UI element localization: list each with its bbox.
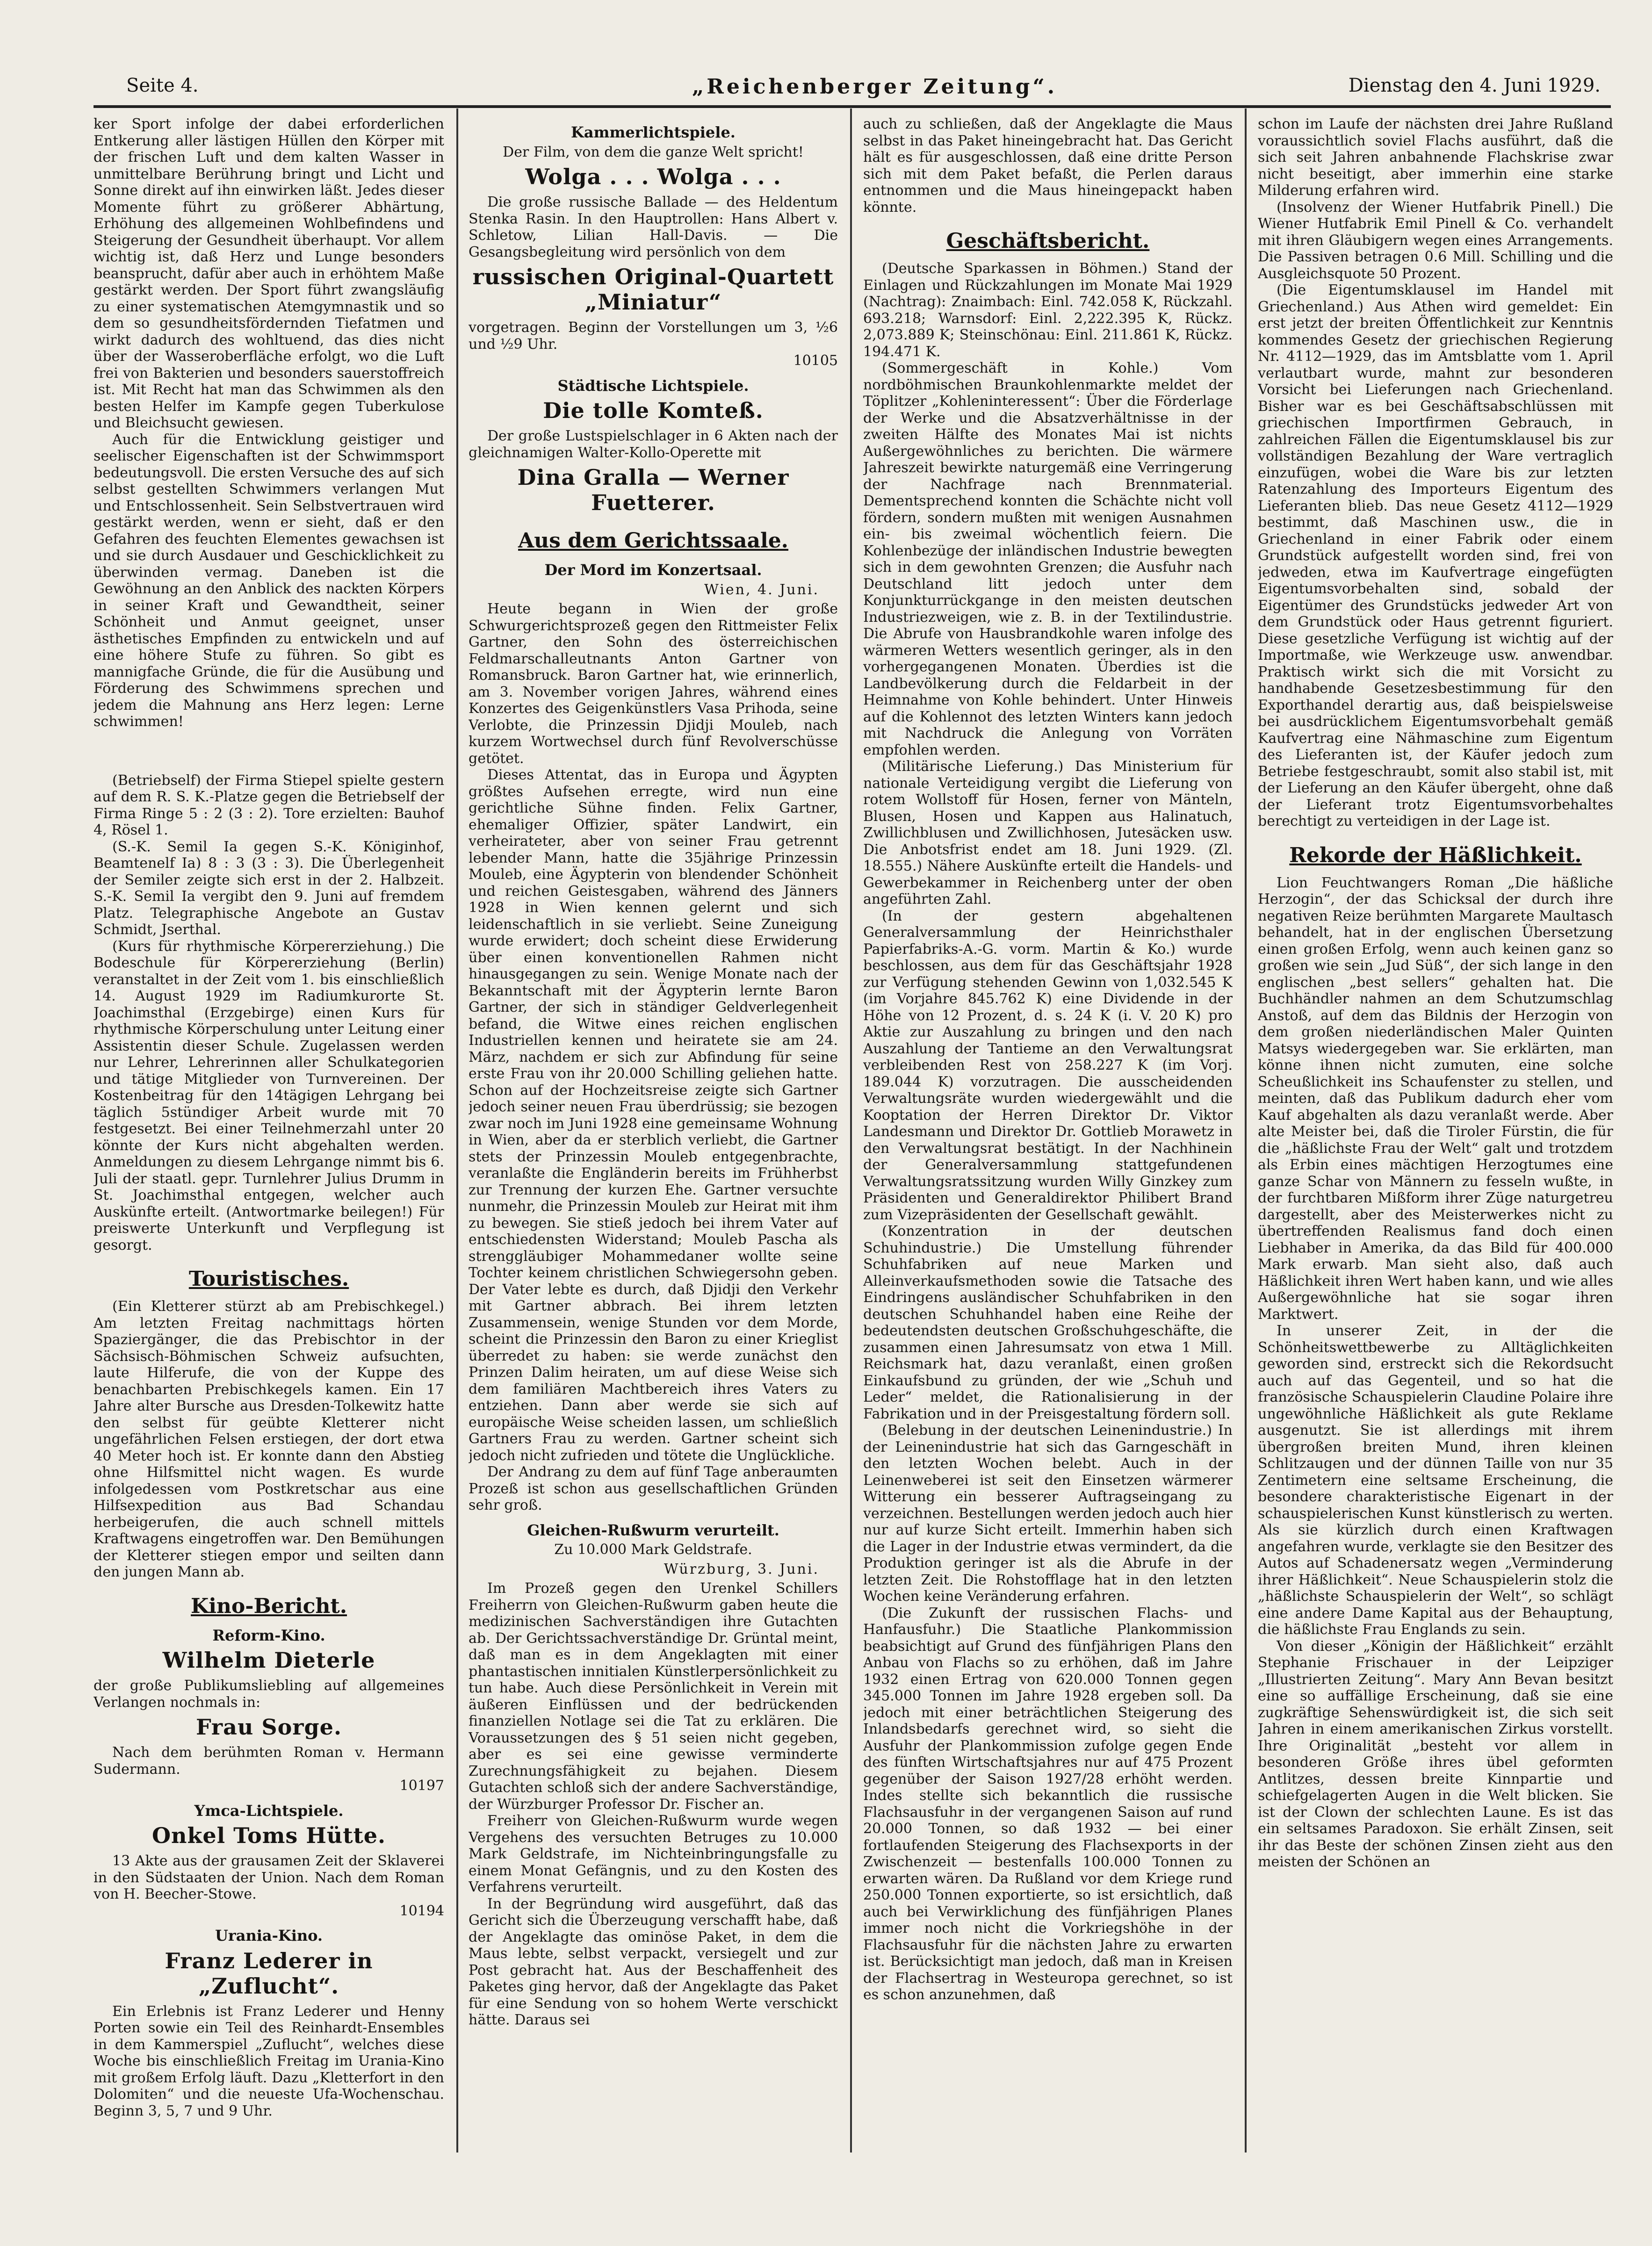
headline: Frau Sorge. xyxy=(196,1714,342,1740)
ad-text: Nach dem berühmten Roman v. Hermann Sudermann. xyxy=(94,1744,444,1778)
headline: Wilhelm Dieterle xyxy=(162,1648,375,1673)
ad-text: Der große Lustspielschlager in 6 Akten nach der gleichnamigen Walter-Kollo-Operette mit xyxy=(469,428,838,461)
cinema-name: Ymca-Lichtspiele. xyxy=(194,1801,344,1820)
news-item: (Konzentration in der deutschen Schuhindustrie.) Die Umstellung führender Schuhfabriken auf neue Marken und Alleinverkaufsmethoden sowie die Tatsache des Eindringens ausländischer Schuhfabriken in den deutschen Schuhhandel haben eine Reihe der bedeutendsten deutschen Großschuhgeschäfte, die zusammen einen Jahresumsatz von etwa 1 Mill. Reichsmark hat, dazu veranlaßt, einen großen Einkaufsbund zu gründen, der wie „Schuh und Leder“ meldet, die Rationalisierung in der Fabrikation und in der Preisgestaltung fördern soll. xyxy=(863,1223,1233,1422)
cinema-name: Urania-Kino. xyxy=(215,1927,323,1944)
header-rule xyxy=(94,105,1611,108)
ad-text: 13 Akte aus der grausamen Zeit der Sklaverei in den Südstaaten der Union. Nach dem Roman von H. Beecher-Stowe. xyxy=(94,1853,444,1902)
cinema-name: Kammerlichtspiele. xyxy=(571,123,736,141)
column-4 xyxy=(1258,116,1613,1871)
column-3 xyxy=(863,116,1233,2003)
section-heading: Aus dem Gerichtssaale. xyxy=(518,529,788,553)
headline: Wolga . . . Wolga . . . xyxy=(525,164,781,189)
column-rule xyxy=(456,108,458,2152)
ad-code: 10194 xyxy=(399,1902,444,1919)
news-item: (Belebung in der deutschen Leinenindustrie.) In der Leinenindustrie hat sich das Garngeschäft in den letzten Wochen belebt. Auch in der Leinenweberei ist seit den Einsetzen wärmerer Witterung ein besserer Auftragseingang zu verzeichnen. Bestellungen werden jedoch auch hier nur auf kurze Sicht erteilt. Immerhin haben sich die Lager in der Industrie etwas vermindert, da die Produktion geringer ist als die Abrufe in der letzten Zeit. Die Rohstofflage hat in den letzten Wochen keine Veränderung erfahren. xyxy=(863,1422,1233,1605)
article-text: Dieses Attentat, das in Europa und Ägypten größtes Aufsehen erregte, wird nun eine gerichtliche Sühne finden. Felix Gartner, ehemaliger Offizier, später Landwirt, ein verheirateter, aber von seiner Frau getrennt lebender Mann, hatte die 35jährige Prinzessin Mouleb, eine Ägypterin von blendender Schönheit und reichen Geistesgaben, während des Jänners 1928 in Wien kennen gelernt und sich leidenschaftlich in sie verliebt. Seine Zuneigung wurde erwidert; doch scheint diese Erwiderung über einen konventionellen Rahmen nicht hinausgegangen zu sein. Wenige Monate nach der Bekanntschaft mit der Ägypterin lernte Baron Gartner, der sich in ständiger Geldverlegenheit befand, die Witwe eines reichen englischen Industriellen kennen und heiratete sie am 24. März, nachdem er sich zur Abfindung für seine erste Frau von ihr 20.000 Schilling geliehen hatte. Schon auf der Hochzeitsreise zeigte sich Gartner jedoch seiner neuen Frau überdrüssig; sie bezogen zwar noch im Juni 1928 eine gemeinsame Wohnung in Wien, aber da er sterblich verliebt, die Gartner stets der Prinzessin Mouleb entgegenbrachte, veranlaßte die Engländerin bereits im Frühherbst zur Trennung der kurzen Ehe. Gartner versuchte nunmehr, die Prinzessin Mouleb zur Heirat mit ihm zu bewegen. Sie stieß jedoch bei ihrem Vater auf entschiedensten Widerstand; Mouleb Pascha als strenggläubiger Mohammedaner wollte seine Tochter keinem christlichen Schwiegersohn geben. Der Vater lebte es durch, daß Djidji den Verkehr mit Gartner abbrach. Bei ihrem letzten Zusammensein, wenige Stunden vor dem Morde, scheint die Prinzessin den Baron zu einer Krieglist überredet zu haben: sie werde zunächst den Prinzen Dalim heiraten, um auf diese Weise sich dem familiären Machtbereich ihres Vaters zu entziehen. Dann aber werde sie sich auf europäische Weise scheiden lassen, um schließlich Gartners Frau zu werden. Gartner scheint sich jedoch nicht zufrieden und tötete die Unglückliche. xyxy=(469,767,838,1464)
headline: Onkel Toms Hütte. xyxy=(151,1823,386,1848)
cinema-name: Reform-Kino. xyxy=(212,1626,325,1644)
news-item: (In der gestern abgehaltenen Generalversammlung der Heinrichsthaler Papierfabriks-A.-G. vorm. Martin & Ko.) wurde beschlossen, aus dem für das Geschäftsjahr 1928 zur Verfügung stehenden Gewinn von 1,032.545 K (im Vorjahre 845.762 K) eine Dividende in der Höhe von 12 Prozent, d. s. 24 K (i. V. 20 K) pro Aktie zur Auszahlung zu bringen und den nach Auszahlung der Tantieme an den Verwaltungsrat verbleibenden Rest von 258.227 K (im Vorj. 189.044 K) vorzutragen. Die ausscheidenden Verwaltungsräte wurden wiedergewählt und die Kooptation der Herren Direktor Dr. Viktor Landesmann und Direktor Dr. Gottlieb Morawetz in den Verwaltungsrat bestätigt. In der Nachhinein der Generalversammlung stattgefundenen Verwaltungsratssitzung wurden Willy Ginzkey zum Präsidenten und Generaldirektor Philibert Brand zum Vizepräsidenten der Gesellschaft gewählt. xyxy=(863,907,1233,1223)
dateline: Wien, 4. Juni. xyxy=(704,581,819,598)
article-text: auch zu schließen, daß der Angeklagte die Maus selbst in das Paket hineingebracht hat. Das Gericht hält es für ausgeschlossen, daß eine dritte Person sich mit dem Paket befaßt, die Perlen daraus entnommen und die Maus hineingepackt haben könnte. xyxy=(863,116,1233,216)
article-title: Gleichen-Rußwurm verurteilt. xyxy=(527,1521,779,1539)
article-text: Auch für die Entwicklung geistiger und seelischer Eigenschaften ist der Schwimmsport bedeutungsvoll. Die ersten Versuche des auf sich selbst gestellten Schwimmers verlangen Mut und Entschlossenheit. Sein Selbstvertrauen wird gestärkt werden, wenn er sieht, daß er den Gefahren des feuchten Elementes gewachsen ist und sie durch Ausdauer und Geschicklichkeit zu überwinden vermag. Daneben ist die Gewöhnung an den Anblick des nackten Körpers in seiner Kraft und Gewandtheit, seiner Schönheit und Anmut geeignet, unser ästhetisches Empfinden zu entwickeln und auf eine höhere Stufe zu führen. So gibt es mannigfache Gründe, die für die Ausübung und Förderung des Schwimmens sprechen und jedem die Mahnung ans Herz legen: Lerne schwimmen! xyxy=(94,431,444,730)
article-text: Freiherr von Gleichen-Rußwurm wurde wegen Vergehens des versuchten Betruges zu 10.000 Mark Geldstrafe, im Nichteinbringungsfalle zu einem Monat Gefängnis, und zu den Kosten des Verfahrens verurteilt. xyxy=(469,1813,838,1895)
article-text: Der Andrang zu dem auf fünf Tage anberaumten Prozeß ist schon aus gesellschaftlichen Gründen sehr groß. xyxy=(469,1464,838,1513)
article-text: In der Begründung wird ausgeführt, daß das Gericht sich die Überzeugung verschafft habe, daß der Angeklagte das ominöse Paket, in dem die Maus lebte, selbst verpackt, versiegelt und zur Post gebracht hat. Aus der Beschaffenheit des Paketes ging hervor, daß der Angeklagte das Paket für eine Sendung von so hohem Werte verschickt hätte. Daraus sei xyxy=(469,1895,838,2028)
news-item: (Sommergeschäft in Kohle.) Vom nordböhmischen Braunkohlenmarkte meldet der Töplitzer „Kohleninteressent“: Über die Förderlage der Werke und die Absatzverhältnisse in der zweiten Hälfte des Monates Mai ist nichts Außergewöhnliches zu berichten. Die wärmere Jahreszeit bewirkte naturgemäß eine Verringerung der Nachfrage nach Brennmaterial. Dementsprechend konnten die Schächte nicht voll fördern, sondern mußten mit wenigen Ausnahmen ein- bis zweimal wöchentlich feiern. Die Kohlenbezüge der inländischen Industrie bewegten sich in dem gewohnten Grenzen; die Ausfuhr nach Deutschland litt jedoch unter dem Konjunkturrückgange in den meisten deutschen Industriezweigen, wie z. B. in der Textilindustrie. Die Abrufe von Hausbrandkohle waren infolge des wärmeren Wetters wesentlich geringer, als in den vorhergegangenen Monaten. Überdies ist die Landbevölkerung durch die Feldarbeit in der Heimnahme von Kohle behindert. Unter Hinweis auf die Kohlennot des letzten Winters kann jedoch mit Nachdruck die Anlegung von Vorräten empfohlen werden. xyxy=(863,360,1233,758)
cinema-name: Städtische Lichtspiele. xyxy=(557,376,749,395)
headline: russischen Original-Quartett „Miniatur“ xyxy=(472,264,834,315)
ad-text: vorgetragen. Beginn der Vorstellungen um 3, ½6 und ½9 Uhr. xyxy=(469,319,838,353)
column-rule xyxy=(850,108,852,2152)
article-title: Der Mord im Konzertsaal. xyxy=(544,561,762,579)
article-text: ker Sport infolge der dabei erforderlichen Entkerung aller lästigen Hüllen den Körper mit der frischen Luft und dem kalten Wasser in unmittelbare Berührung bringt und Licht und Sonne direkt auf ihn einwirken läßt. Jedes dieser Momente führt zu größerer Abhärtung, Erhöhung des allgemeinen Wohlbefindens und Steigerung der Gesundheit überhaupt. Vor allem wichtig ist, daß Herz und Lunge besonders beansprucht, dafür aber auch in erhöhtem Maße gestärkt werden. Der Sport führt zwangsläufig zu einer systematischen Atemgymnastik und so dem so gesundheitsfördernden Tiefatmen und wirkt dadurch des wohltuend, das dies nicht über der Wasseroberfläche erfolgt, wo die Luft frei von Bakterien und besonders sauerstoffreich ist. Mit Recht hat man das Schwimmen als den besten Helfer im Kampfe gegen Tuberkulose und Bleichsucht gewiesen. xyxy=(94,116,444,431)
column-rule xyxy=(1245,108,1247,2152)
headline: Franz Lederer in „Zuflucht“. xyxy=(165,1948,373,1999)
article-text: In unserer Zeit, in der die Schönheitswettbewerbe zu Alltäglichkeiten geworden sind, erstreckt sich die Rekordsucht auch auf das Gegenteil, und so hat die französische Schauspielerin Claudine Polaire ihre ungewöhnliche Häßlichkeit als gute Reklame ausgenutzt. Sie ist allerdings mit ihrem übergroßen breiten Mund, ihren kleinen Schlitzaugen und der dünnen Taille von nur 35 Zentimetern eine seltsame Erscheinung, die besondere charakteristische Eigenart in der schauspielerischen Kunst künstlerisch zu werten. Als sie kürzlich durch einen Kraftwagen angefahren wurde, verklagte sie den Besitzer des Autos auf Schadenersatz wegen „Verminderung ihrer Häßlichkeit“. Neue Schauspielerin stolz die „häßlichste Schauspielerin der Welt“, so schlägt eine andere Dame Kapital aus der Behauptung, die häßlichste Frau Englands zu sein. xyxy=(1258,1323,1613,1638)
news-item: (S.-K. Semil Ia gegen S.-K. Königinhof, Beamtenelf Ia) 8 : 3 (3 : 3). Die Überlegenheit der Semiler zeigte sich erst in der 2. Halbzeit. S.-K. Semil Ia vergibt den 9. Juni auf fremdem Platz. Telegraphische Angebote an Gustav Schmidt, Jserthal. xyxy=(94,838,444,938)
dateline: Würzburg, 3. Juni. xyxy=(664,1561,819,1577)
page-number: Seite 4. xyxy=(126,75,199,96)
ad-code: 10105 xyxy=(793,353,838,369)
section-heading: Rekorde der Häßlichkeit. xyxy=(1289,843,1582,867)
article-text: Von dieser „Königin der Häßlichkeit“ erzählt Stephanie Frischauer in der Leipziger „Illustrierten Zeitung“. Mary Ann Bevan besitzt eine so auffällige Erscheinung, daß sie eine zugkräftige Sehenswürdigkeit ist, die sich seit Jahren in einem amerikanischen Zirkus vorstellt. Ihre Originalität „besteht vor allem in besonderen Größe ihres übel geformten Antlitzes, dessen breite Kinnpartie und schiefgelagerten Augen in die Welt blicken. Sie ist der Clown der schlechten Laune. Es ist das ein seltsames Paradoxon. Sie erhält Zinsen, seit ihr das Beste der schönen Zinsen zieht aus den meisten der Schönen an xyxy=(1258,1638,1613,1870)
ad-tagline: Der Film, von dem die ganze Welt spricht! xyxy=(503,144,804,160)
news-item: (Militärische Lieferung.) Das Ministerium für nationale Verteidigung vergibt die Lieferung von rotem Wollstoff für Hosen, ferner von Mänteln, Blusen, Hosen und Kappen aus Halinatuch, Zwillichblusen und Zwillichhosen, Jutesäcken usw. Die Anbotsfrist endet am 18. Juni 1929. (Zl. 18.555.) Nähere Auskünfte erteilt die Handels- und Gewerbekammer in Reichenberg unter der oben angeführten Zahl. xyxy=(863,758,1233,907)
ad-text: Die große russische Ballade — des Heldentum Stenka Rasin. In den Hauptrollen: Hans Albert v. Schletow, Lilian Hall-Davis. — Die Gesangsbegleitung wird persönlich von dem xyxy=(469,194,838,260)
news-item: (Deutsche Sparkassen in Böhmen.) Stand der Einlagen und Rückzahlungen im Monate Mai 1929 (Nachtrag): Znaimbach: Einl. 742.058 K, Rückzahl. 693.218; Warnsdorf: Einl. 2,222.395 K, Rückz. 2,073.889 K; Steinschönau: Einl. 211.861 K, Rückz. 194.471 K. xyxy=(863,260,1233,360)
ad-code: 10197 xyxy=(399,1778,444,1794)
news-item: (Die Eigentumsklausel im Handel mit Griechenland.) Aus Athen wird gemeldet: Ein erst jetzt der breiten Öffentlichkeit zur Kenntnis kommendes Gesetz der griechischen Regierung Nr. 4112—1929, das im Amtsblatte vom 1. April verlautbart wurde, mahnt zur besonderen Vorsicht bei Lieferungen nach Griechenland. Bisher war es bei Geschäftsabschlüssen mit griechischen Importfirmen Gebrauch, in zahlreichen Fällen die Eigentumsklausel bis zur vollständigen Bezahlung der Ware vertraglich einzufügen, wobei die Ware bis zur letzten Ratenzahlung des Importeurs Eigentum des Lieferanten blieb. Das neue Gesetz 4112—1929 bestimmt, daß Maschinen usw., die in Griechenland in einer Fabrik oder einem Grundstück aufgestellt worden sind, frei von jedweden, etwa im Kaufvertrage eingefügten Eigentumsvorbehalten sind, sobald der Eigentümer des Grundstücks jedweder Art von dem Grundstück oder Haus getrennt figuriert. Diese gesetzliche Verfügung ist wichtig auf der Importmaße, wie Werkzeuge usw. anwendbar. Praktisch wirkt sich die mit Vorsicht zu handhabende Gesetzesbestimmung für den Exporthandel derartig aus, daß beispielsweise bei ausdrücklichem Eigentumsvorbehalt gemäß Kaufvertrag eine Nähmaschine zum Eigentum des Lieferanten ist, der Käufer jedoch zum Betriebe festgeschraubt, somit also stabil ist, mit der Lieferung an den Käufer übergeht, ohne daß der Lieferant trotz Eigentumsvorbehaltes berechtigt zu verteidigen in der Lage ist. xyxy=(1258,282,1613,829)
news-item: (Ein Kletterer stürzt ab am Prebischkegel.) Am letzten Freitag nachmittags hörten Spaziergänger, die das Prebischtor in der Sächsisch-Böhmischen Schweiz aufsuchten, laute Hilferufe, die von der Kuppe des benachbarten Prebischkegels kamen. Ein 17 Jahre alter Bursche aus Dresden-Tolkewitz hatte den selbst für geübte Kletterer nicht ungefährlichen Felsen erstiegen, der dort etwa 40 Meter hoch ist. Er konnte dann den Abstieg ohne Hilfsmittel nicht wagen. Es wurde infolgedessen vom Postkretschar aus eine Hilfsexpedition aus Bad Schandau herbeigerufen, die auch schnell mittels Kraftwagens eingetroffen war. Den Bemühungen der Kletterer stiegen empor und seilten dann den jungen Mann ab. xyxy=(94,1298,444,1580)
news-item: (Betriebself) der Firma Stiepel spielte gestern auf dem R. S. K.-Platze gegen die Betriebself der Firma Ringe 5 : 2 (3 : 2). Tore erzielten: Bauhof 4, Rösel 1. xyxy=(94,772,444,838)
section-heading: Kino-Bericht. xyxy=(190,1594,347,1618)
section-heading: Geschäftsbericht. xyxy=(946,229,1150,253)
ad-text: Ein Erlebnis ist Franz Lederer und Henny Porten sowie ein Teil des Reinhardt-Ensembles in dem Kammerspiel „Zuflucht“, welches diese Woche bis einschließlich Freitag im Urania-Kino mit großem Erfolg läuft. Dazu „Kletterfort in den Dolomiten“ und die neueste Ufa-Wochenschau. Beginn 3, 5, 7 und 9 Uhr. xyxy=(94,2003,444,2119)
article-text: Lion Feuchtwangers Roman „Die häßliche Herzogin“, der das Schicksal der durch ihre negativen Reize berühmten Margarete Maultasch behandelt, hat in der englischen Übersetzung einen großen Erfolg, wenn auch keinen ganz so großen wie sein „Jud Süß“, der sich lange in den englischen „best sellers“ gehalten hat. Die Buchhändler nahmen an dem Schutzumschlag Anstoß, auf dem das Bildnis der Herzogin von dem großen niederländischen Maler Quinten Matsys wiedergegeben war. Sie erklärten, man könne ihnen nicht zumuten, eine solche Scheußlichkeit ins Schaufenster zu stellen, und meinten, daß das Publikum dadurch eher vom Kauf abgehalten als dazu veranlaßt werde. Aber alte Meister bei, daß die Tiroler Fürstin, die für die „häßlichste Frau der Welt“ galt und trotzdem als Erbin eines mächtigen Herzogtumes eine ganze Schar von Männern zu fesseln wußte, in der furchtbaren Mißform ihrer Züge naturgetreu dargestellt, aber des Meisterwerkes nicht zu übertreffenden Realismus fand doch einen Liebhaber in Amerika, da das Bild für 400.000 Mark erwarb. Man sieht also, daß auch Häßlichkeit ihren Wert haben kann, und wie alles Außergewöhnliche hat sie sogar ihren Marktwert. xyxy=(1258,874,1613,1323)
section-heading: Touristisches. xyxy=(188,1267,349,1291)
article-text: schon im Laufe der nächsten drei Jahre Rußland voraussichtlich soviel Flachs ausführt, daß die sich seit Jahren anbahnende Flachskrise zwar nicht beseitigt, aber immerhin eine starke Milderung erfahren wird. xyxy=(1258,116,1613,199)
article-subtitle: Zu 10.000 Mark Geldstrafe. xyxy=(554,1541,752,1558)
news-item: (Kurs für rhythmische Körpererziehung.) Die Bodeschule für Körpererziehung (Berlin) veranstaltet in der Zeit vom 1. bis einschließlich 14. August 1929 im Radiumkurorte St. Joachimsthal (Erzgebirge) einen Kurs für rhythmische Körperschulung unter Leitung einer Assistentin dieser Schule. Zugelassen werden nur Lehrer, Lehrerinnen aller Schulkategorien und tätige Mitglieder von Turnvereinen. Der Kostenbeitrag für den 14tägigen Lehrgang bei täglich 5stündiger Arbeit wurde mit 70 festgesetzt. Bei einer Teilnehmerzahl unter 20 könnte der Kurs nicht abgehalten werden. Anmeldungen zu diesem Lehrgange nimmt bis 6. Juli der staatl. gepr. Turnlehrer Julius Drumm in St. Joachimsthal entgegen, welcher auch Auskünfte erteilt. (Antwortmarke beilegen!) Für preiswerte Unterkunft und Verpflegung ist gesorgt. xyxy=(94,938,444,1253)
news-item: (Insolvenz der Wiener Hutfabrik Pinell.) Die Wiener Hutfabrik Emil Pinell & Co. verhandelt mit ihren Gläubigern wegen eines Arrangements. Die Passiven betragen 0.6 Mill. Schilling und die Ausgleichsquote 50 Prozent. xyxy=(1258,199,1613,282)
column-1 xyxy=(94,116,444,2119)
issue-date: Dienstag den 4. Juni 1929. xyxy=(1348,75,1601,96)
article-text: Heute begann in Wien der große Schwurgerichtsprozeß gegen den Rittmeister Felix Gartner, den Sohn des österreichischen Feldmarschalleutnants Anton Gartner von Romansbruck. Baron Gartner hat, wie erinnerlich, am 3. November vorigen Jahres, während eines Konzertes des Geigenkünstlers Vasa Prihoda, seine Verlobte, die Prinzessin Djidji Mouleb, nach kurzem Wortwechsel durch fünf Revolverschüsse getötet. xyxy=(469,601,838,767)
headline: Dina Gralla — Werner Fuetterer. xyxy=(517,465,789,515)
ad-text: der große Publikumsliebling auf allgemeines Verlangen nochmals in: xyxy=(94,1677,444,1711)
column-2 xyxy=(469,116,838,2029)
news-item: (Die Zukunft der russischen Flachs- und Hanfausfuhr.) Die Staatliche Plankommission beabsichtigt auf Grund des fünfjährigen Plans den Anbau von Flachs so zu erhöhen, daß im Jahre 1932 einen Ertrag von 620.000 Tonnen gegen 345.000 Tonnen im Jahre 1928 ergeben soll. Da jedoch mit einer beträchtlichen Steigerung des Inlandsbedarfs gerechnet wird, so sieht die Ausfuhr der Plankommission zufolge gegen Ende des fünften Wirtschaftsjahres nur auf 475 Prozent gegenüber der Saison 1927/28 erhöht werden. Indes stellte sich bekanntlich die russische Flachsausfuhr in der vergangenen Saison auf rund 20.000 Tonnen, so daß 1932 — bei einer fortlaufenden Steigerung des Flachsexports in der Zwischenzeit — bestenfalls 100.000 Tonnen zu erwarten wären. Da Rußland vor dem Kriege rund 250.000 Tonnen exportierte, so ist ersichtlich, daß auch bei Verwirklichung des fünfjährigen Planes immer noch nicht die Vorkriegshöhe in der Flachsausfuhr für die nächsten Jahre zu erwarten ist. Berücksichtigt man jedoch, daß man in Kreisen der Flachsertrag in Westeuropa gerechnet, so ist es schon anzunehmen, daß xyxy=(863,1605,1233,2003)
newspaper-name: „Reichenberger Zeitung“. xyxy=(692,75,1058,99)
headline: Die tolle Komteß. xyxy=(543,398,764,423)
article-text: Im Prozeß gegen den Urenkel Schillers Freiherrn von Gleichen-Rußwurm gaben heute die medizinischen Sachverständigen ihre Gutachten ab. Der Gerichtssachverständige Dr. Grüntal meint, daß man es in dem Angeklagten mit einer phantastischen innitialen Künstlerpersönlichkeit zu tun habe. Auch diese Persönlichkeit in Verein mit äußeren Einflüssen und der bedrückenden finanziellen Notlage sei die Tat zu erklären. Die Voraussetzungen des § 51 seien nicht gegeben, aber es sei eine gewisse verminderte Zurechnungsfähigkeit zu bejahen. Diesem Gutachten schloß sich der andere Sachverständige, der Würzburger Professor Dr. Fischer an. xyxy=(469,1580,838,1813)
page-header xyxy=(0,0,1652,117)
